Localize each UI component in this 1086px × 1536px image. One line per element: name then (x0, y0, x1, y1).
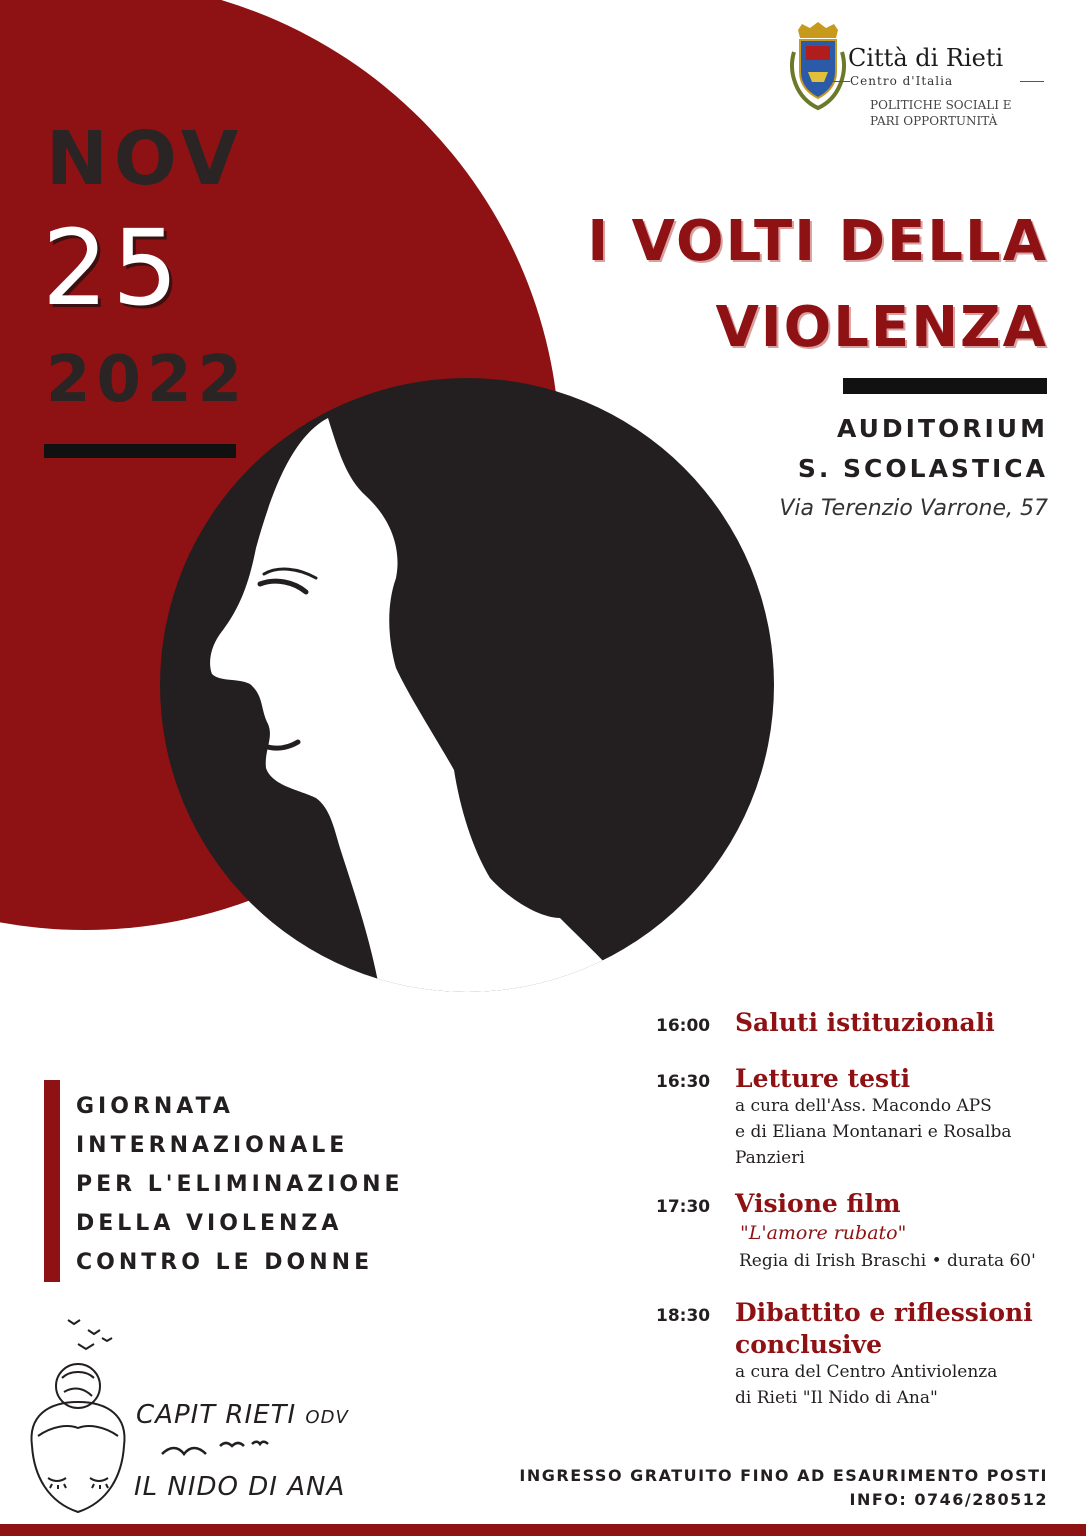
program-desc: a cura del Centro Antiviolenza (735, 1362, 998, 1382)
program-title: Dibattito e riflessioni (735, 1298, 1033, 1327)
woman-face-drawing-icon (18, 1316, 138, 1516)
event-title-line1: I VOLTI DELLA (587, 209, 1048, 274)
event-line: PER L'ELIMINAZIONE (76, 1172, 404, 1197)
event-line: CONTRO LE DONNE (76, 1250, 374, 1275)
coat-of-arms-icon (788, 22, 848, 112)
free-entry-note: INGRESSO GRATUITO FINO AD ESAURIMENTO POSTI (519, 1466, 1048, 1485)
event-line: INTERNAZIONALE (76, 1133, 349, 1158)
program-title: Letture testi (735, 1064, 911, 1093)
program-title-cont: conclusive (735, 1330, 882, 1359)
venue-name-line2: S. SCOLASTICA (797, 454, 1048, 483)
city-office-line2: PARI OPPORTUNITÀ (870, 114, 998, 128)
program-title: Visione film (735, 1189, 901, 1218)
date-month: NOV (46, 116, 245, 202)
date-day: 25 (42, 207, 183, 329)
program-time: 16:00 (656, 1016, 711, 1036)
date-year: 2022 (46, 343, 249, 417)
program-desc: Panzieri (735, 1148, 805, 1168)
logo-rule-left (832, 81, 850, 82)
woman-profile-illustration (160, 378, 774, 992)
bottom-accent-bar (0, 1524, 1086, 1536)
birds-icon (160, 1436, 270, 1466)
info-phone: INFO: 0746/280512 (849, 1490, 1048, 1509)
program-title: Saluti istituzionali (735, 1008, 995, 1037)
event-line: GIORNATA (76, 1094, 234, 1119)
venue-name-line1: AUDITORIUM (837, 414, 1048, 443)
event-accent-bar (44, 1080, 60, 1282)
org-name: CAPIT RIETI ODV (136, 1400, 349, 1430)
city-name: Città di Rieti (848, 44, 1004, 72)
city-subtitle: Centro d'Italia (850, 74, 954, 88)
program-desc: a cura dell'Ass. Macondo APS (735, 1096, 992, 1116)
program-time: 16:30 (656, 1072, 711, 1092)
program-time: 18:30 (656, 1306, 711, 1326)
event-line: DELLA VIOLENZA (76, 1211, 343, 1236)
program-time: 17:30 (656, 1197, 711, 1217)
program-desc: Regia di Irish Braschi • durata 60' (739, 1251, 1036, 1271)
venue-address: Via Terenzio Varrone, 57 (779, 496, 1048, 521)
org-name-secondary: IL NIDO DI ANA (134, 1472, 346, 1502)
title-divider (843, 378, 1047, 394)
program-film-title: "L'amore rubato" (740, 1222, 907, 1244)
program-desc: di Rieti "Il Nido di Ana" (735, 1388, 938, 1408)
program-desc: e di Eliana Montanari e Rosalba (735, 1122, 1012, 1142)
city-logo (788, 22, 1048, 134)
logo-rule-right (1020, 81, 1044, 82)
event-title-line2: VIOLENZA (715, 295, 1048, 360)
city-office-line1: POLITICHE SOCIALI E (870, 98, 1012, 112)
